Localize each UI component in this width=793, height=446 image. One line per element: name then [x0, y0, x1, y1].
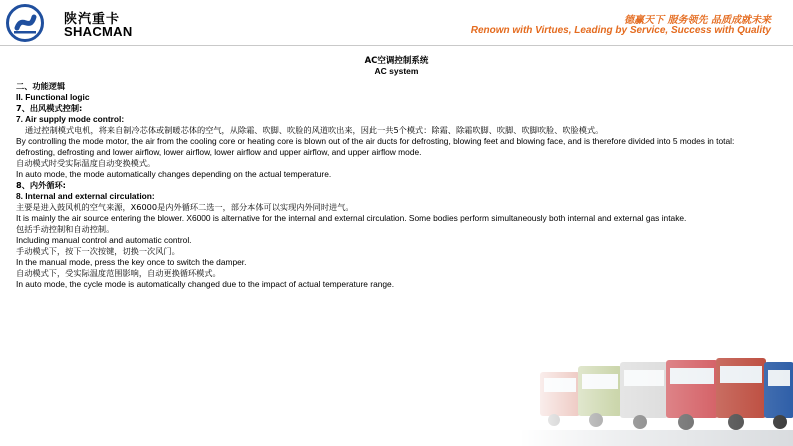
paragraph-cn: 自动模式下，受实际温度范围影响，自动更换循环模式。: [16, 268, 221, 278]
section-heading-en: II. Functional logic: [16, 92, 90, 102]
paragraph-cn: 包括手动控制和自动控制。: [16, 224, 115, 234]
paragraph-en: In the manual mode, press the key once to switch the damper.: [16, 257, 247, 267]
header-divider: [0, 45, 793, 46]
paragraph-cn: 手动模式下，按下一次按键，切换一次风门。: [16, 246, 180, 256]
brand-name-en: SHACMAN: [64, 24, 133, 39]
truck-fleet-image: [520, 352, 793, 446]
header: [0, 0, 793, 44]
paragraph-en: In auto mode, the cycle mode is automatically changed due to the impact of actual temperature range.: [16, 279, 395, 289]
paragraph-en: Including manual control and automatic control.: [16, 235, 192, 245]
shacman-logo-icon: [6, 4, 44, 42]
slogan-cn: 德赢天下 服务领先 品质成就未来: [624, 15, 771, 26]
document-body: [16, 81, 768, 290]
paragraph-en: In auto mode, the mode automatically changes depending on the actual temperature.: [16, 169, 332, 179]
subsection-heading-en: 8. Internal and external circulation:: [16, 191, 155, 201]
paragraph-cn: 通过控制模式电机，将来自制冷芯体或制暖芯体的空气，从除霜、吹脚、吹脸的风道吹出来，因此一共5个模式：除霜、除霜吹脚、吹脚、吹脚吹脸、吹脸模式。: [25, 125, 604, 135]
paragraph-cn: 自动模式时受实际温度自动变换模式。: [16, 158, 156, 168]
page-title-en: AC system: [374, 66, 419, 76]
paragraph-en: It is mainly the air source entering the blower. X6000 is alternative for the internal and external circulation. Some bodies perform simultaneously both internal and external gas intake.: [16, 213, 687, 223]
slogan-en: Renown with Virtues, Leading by Service, Success with Quality: [470, 25, 771, 36]
subsection-heading-en: 7. Air supply mode control:: [16, 114, 125, 124]
paragraph-cn: 主要是进入鼓风机的空气来源，X6000是内外循环二选一，部分本体可以实现内外同时进气。: [16, 202, 354, 212]
page-title-cn: AC空调控制系统: [364, 56, 429, 66]
subsection-heading-cn: 7、出风模式控制:: [16, 103, 83, 113]
section-heading-cn: 二、功能逻辑: [16, 81, 66, 91]
brand-name-cn: 陕汽重卡: [64, 12, 121, 27]
subsection-heading-cn: 8、内外循环:: [16, 180, 66, 190]
paragraph-en: By controlling the mode motor, the air from the cooling core or heating core is blown out of the air ducts for defrosting, blowing feet and blowing face, and is therefore divided into 5 modes in total: defrosting, defrosting and lower airflow, lower airflow, lower airflow and upper airflow, and upper airflow mode.: [16, 136, 735, 157]
